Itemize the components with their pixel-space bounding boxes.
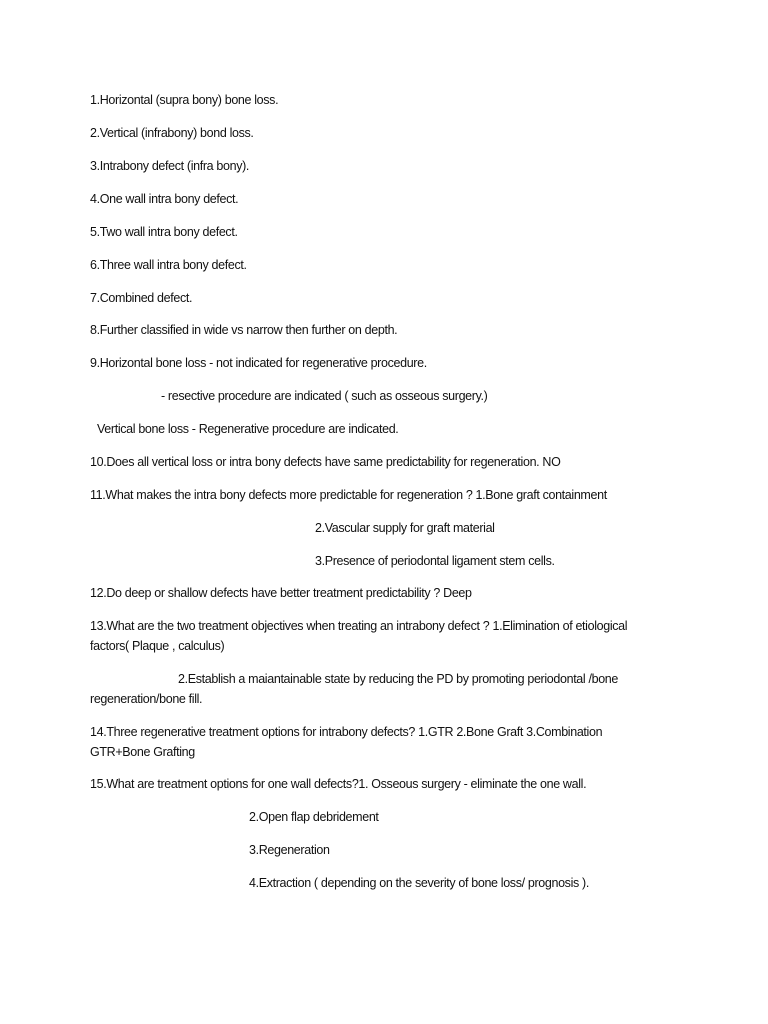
line-15-option-4: 4.Extraction ( depending on the severity of bone loss/ prognosis ). xyxy=(249,876,589,890)
line-13: 13.What are the two treatment objectives when treating an intrabony defect ? 1.Elimination of etiological xyxy=(90,619,628,633)
line-10: 10.Does all vertical loss or intra bony defects have same predictability for regeneration. NO xyxy=(90,455,561,469)
line-13-objective-2-cont: regeneration/bone fill. xyxy=(90,692,203,706)
line-9-resective: - resective procedure are indicated ( such as osseous surgery.) xyxy=(161,389,488,403)
line-12: 12.Do deep or shallow defects have better treatment predictability ? Deep xyxy=(90,586,472,600)
line-14-cont: GTR+Bone Grafting xyxy=(90,745,195,759)
line-11: 11.What makes the intra bony defects more predictable for regeneration ? 1.Bone graft containment xyxy=(90,488,607,502)
line-11-vascular: 2.Vascular supply for graft material xyxy=(315,521,495,535)
line-5: 5.Two wall intra bony defect. xyxy=(90,225,238,239)
line-13-cont: factors( Plaque , calculus) xyxy=(90,639,225,653)
line-14: 14.Three regenerative treatment options for intrabony defects? 1.GTR 2.Bone Graft 3.Combination xyxy=(90,725,603,739)
line-15-option-3: 3.Regeneration xyxy=(249,843,330,857)
line-4: 4.One wall intra bony defect. xyxy=(90,192,239,206)
line-11-stem-cells: 3.Presence of periodontal ligament stem cells. xyxy=(315,554,555,568)
line-15: 15.What are treatment options for one wall defects?1. Osseous surgery - eliminate the one wall. xyxy=(90,777,587,791)
line-7: 7.Combined defect. xyxy=(90,291,193,305)
line-9-vertical: Vertical bone loss - Regenerative procedure are indicated. xyxy=(97,422,399,436)
line-8: 8.Further classified in wide vs narrow then further on depth. xyxy=(90,323,398,337)
line-3: 3.Intrabony defect (infra bony). xyxy=(90,159,250,173)
line-6: 6.Three wall intra bony defect. xyxy=(90,258,247,272)
line-9: 9.Horizontal bone loss - not indicated for regenerative procedure. xyxy=(90,356,427,370)
line-2: 2.Vertical (infrabony) bond loss. xyxy=(90,126,254,140)
line-1: 1.Horizontal (supra bony) bone loss. xyxy=(90,93,279,107)
line-13-objective-2: 2.Establish a maiantainable state by reducing the PD by promoting periodontal /bone xyxy=(178,672,618,686)
line-15-option-2: 2.Open flap debridement xyxy=(249,810,379,824)
